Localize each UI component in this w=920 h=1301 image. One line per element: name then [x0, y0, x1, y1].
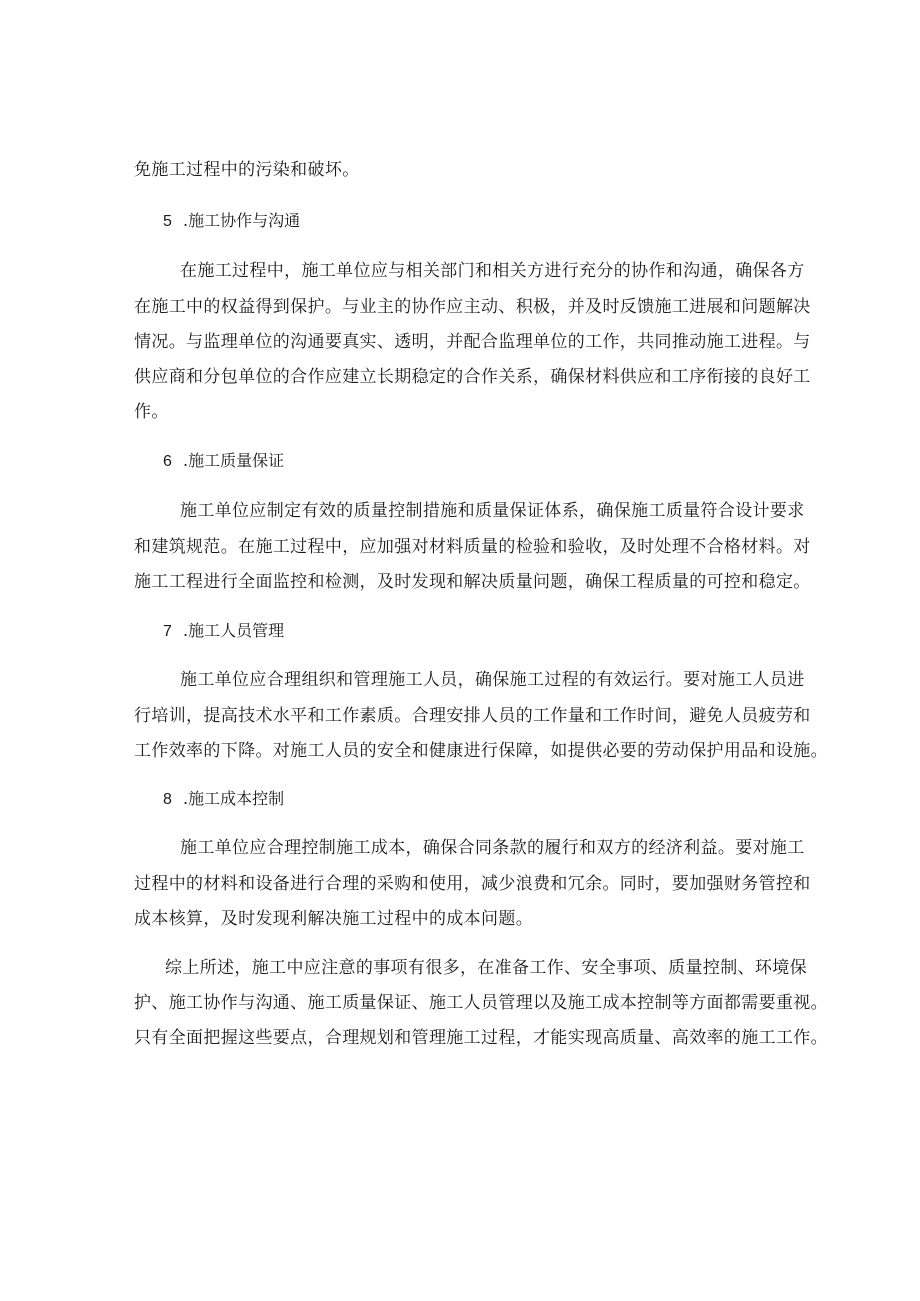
paragraph-line: 过程中的材料和设备进行合理的采购和使用，减少浪费和冗余。同时，要加强财务管控和: [134, 874, 811, 894]
paragraph-line: 在施工过程中，施工单位应与相关部门和相关方进行充分的协作和沟通，确保各方: [180, 261, 805, 281]
paragraph-line: 作。: [134, 402, 169, 422]
paragraph-line: 行培训，提高技术水平和工作素质。合理安排人员的工作量和工作时间，避免人员疲劳和: [134, 706, 811, 726]
paragraph-line: 工作效率的下降。对施工人员的安全和健康进行保障，如提供必要的劳动保护用品和设施。: [134, 741, 828, 761]
paragraph-line: 情况。与监理单位的沟通要真实、透明，并配合监理单位的工作，共同推动施工进程。与: [134, 332, 811, 352]
section-number: 5: [163, 213, 172, 230]
paragraph-line: 施工单位应合理组织和管理施工人员，确保施工过程的有效运行。要对施工人员进: [180, 670, 805, 690]
section-title: .施工协作与沟通: [183, 211, 301, 230]
section-heading-5: [163, 210, 300, 233]
section-heading-6: [163, 450, 284, 473]
section-title: .施工成本控制: [183, 789, 285, 808]
section-number: 6: [163, 453, 172, 470]
section-number: 8: [163, 791, 172, 808]
continuation-text: 免施工过程中的污染和破坏。: [134, 160, 360, 180]
summary-line: 护、施工协作与沟通、施工质量保证、施工人员管理以及施工成本控制等方面都需要重视。: [134, 993, 828, 1013]
paragraph-line: 施工单位应制定有效的质量控制措施和质量保证体系，确保施工质量符合设计要求: [180, 501, 805, 521]
paragraph-line: 成本核算，及时发现利解决施工过程中的成本问题。: [134, 909, 534, 929]
section-title: .施工质量保证: [183, 451, 285, 470]
paragraph-line: 和建筑规范。在施工过程中，应加强对材料质量的检验和验收，及时处理不合格材料。对: [134, 537, 811, 557]
paragraph-line: 施工单位应合理控制施工成本，确保合同条款的履行和双方的经济利益。要对施工: [180, 838, 805, 858]
summary-line: 只有全面把握这些要点，合理规划和管理施工过程，才能实现高质量、高效率的施工工作。: [134, 1028, 828, 1048]
section-heading-8: [163, 788, 284, 811]
section-heading-7: [163, 620, 284, 643]
paragraph-line: 供应商和分包单位的合作应建立长期稳定的合作关系，确保材料供应和工序衔接的良好工: [134, 367, 811, 387]
paragraph-line: 施工工程进行全面监控和检测，及时发现和解决质量问题，确保工程质量的可控和稳定。: [134, 572, 811, 592]
section-number: 7: [163, 623, 172, 640]
summary-line: 综上所述，施工中应注意的事项有很多，在准备工作、安全事项、质量控制、环境保: [165, 958, 807, 978]
section-title: .施工人员管理: [183, 621, 285, 640]
paragraph-line: 在施工中的权益得到保护。与业主的协作应主动、积极，并及时反馈施工进展和问题解决: [134, 297, 811, 317]
